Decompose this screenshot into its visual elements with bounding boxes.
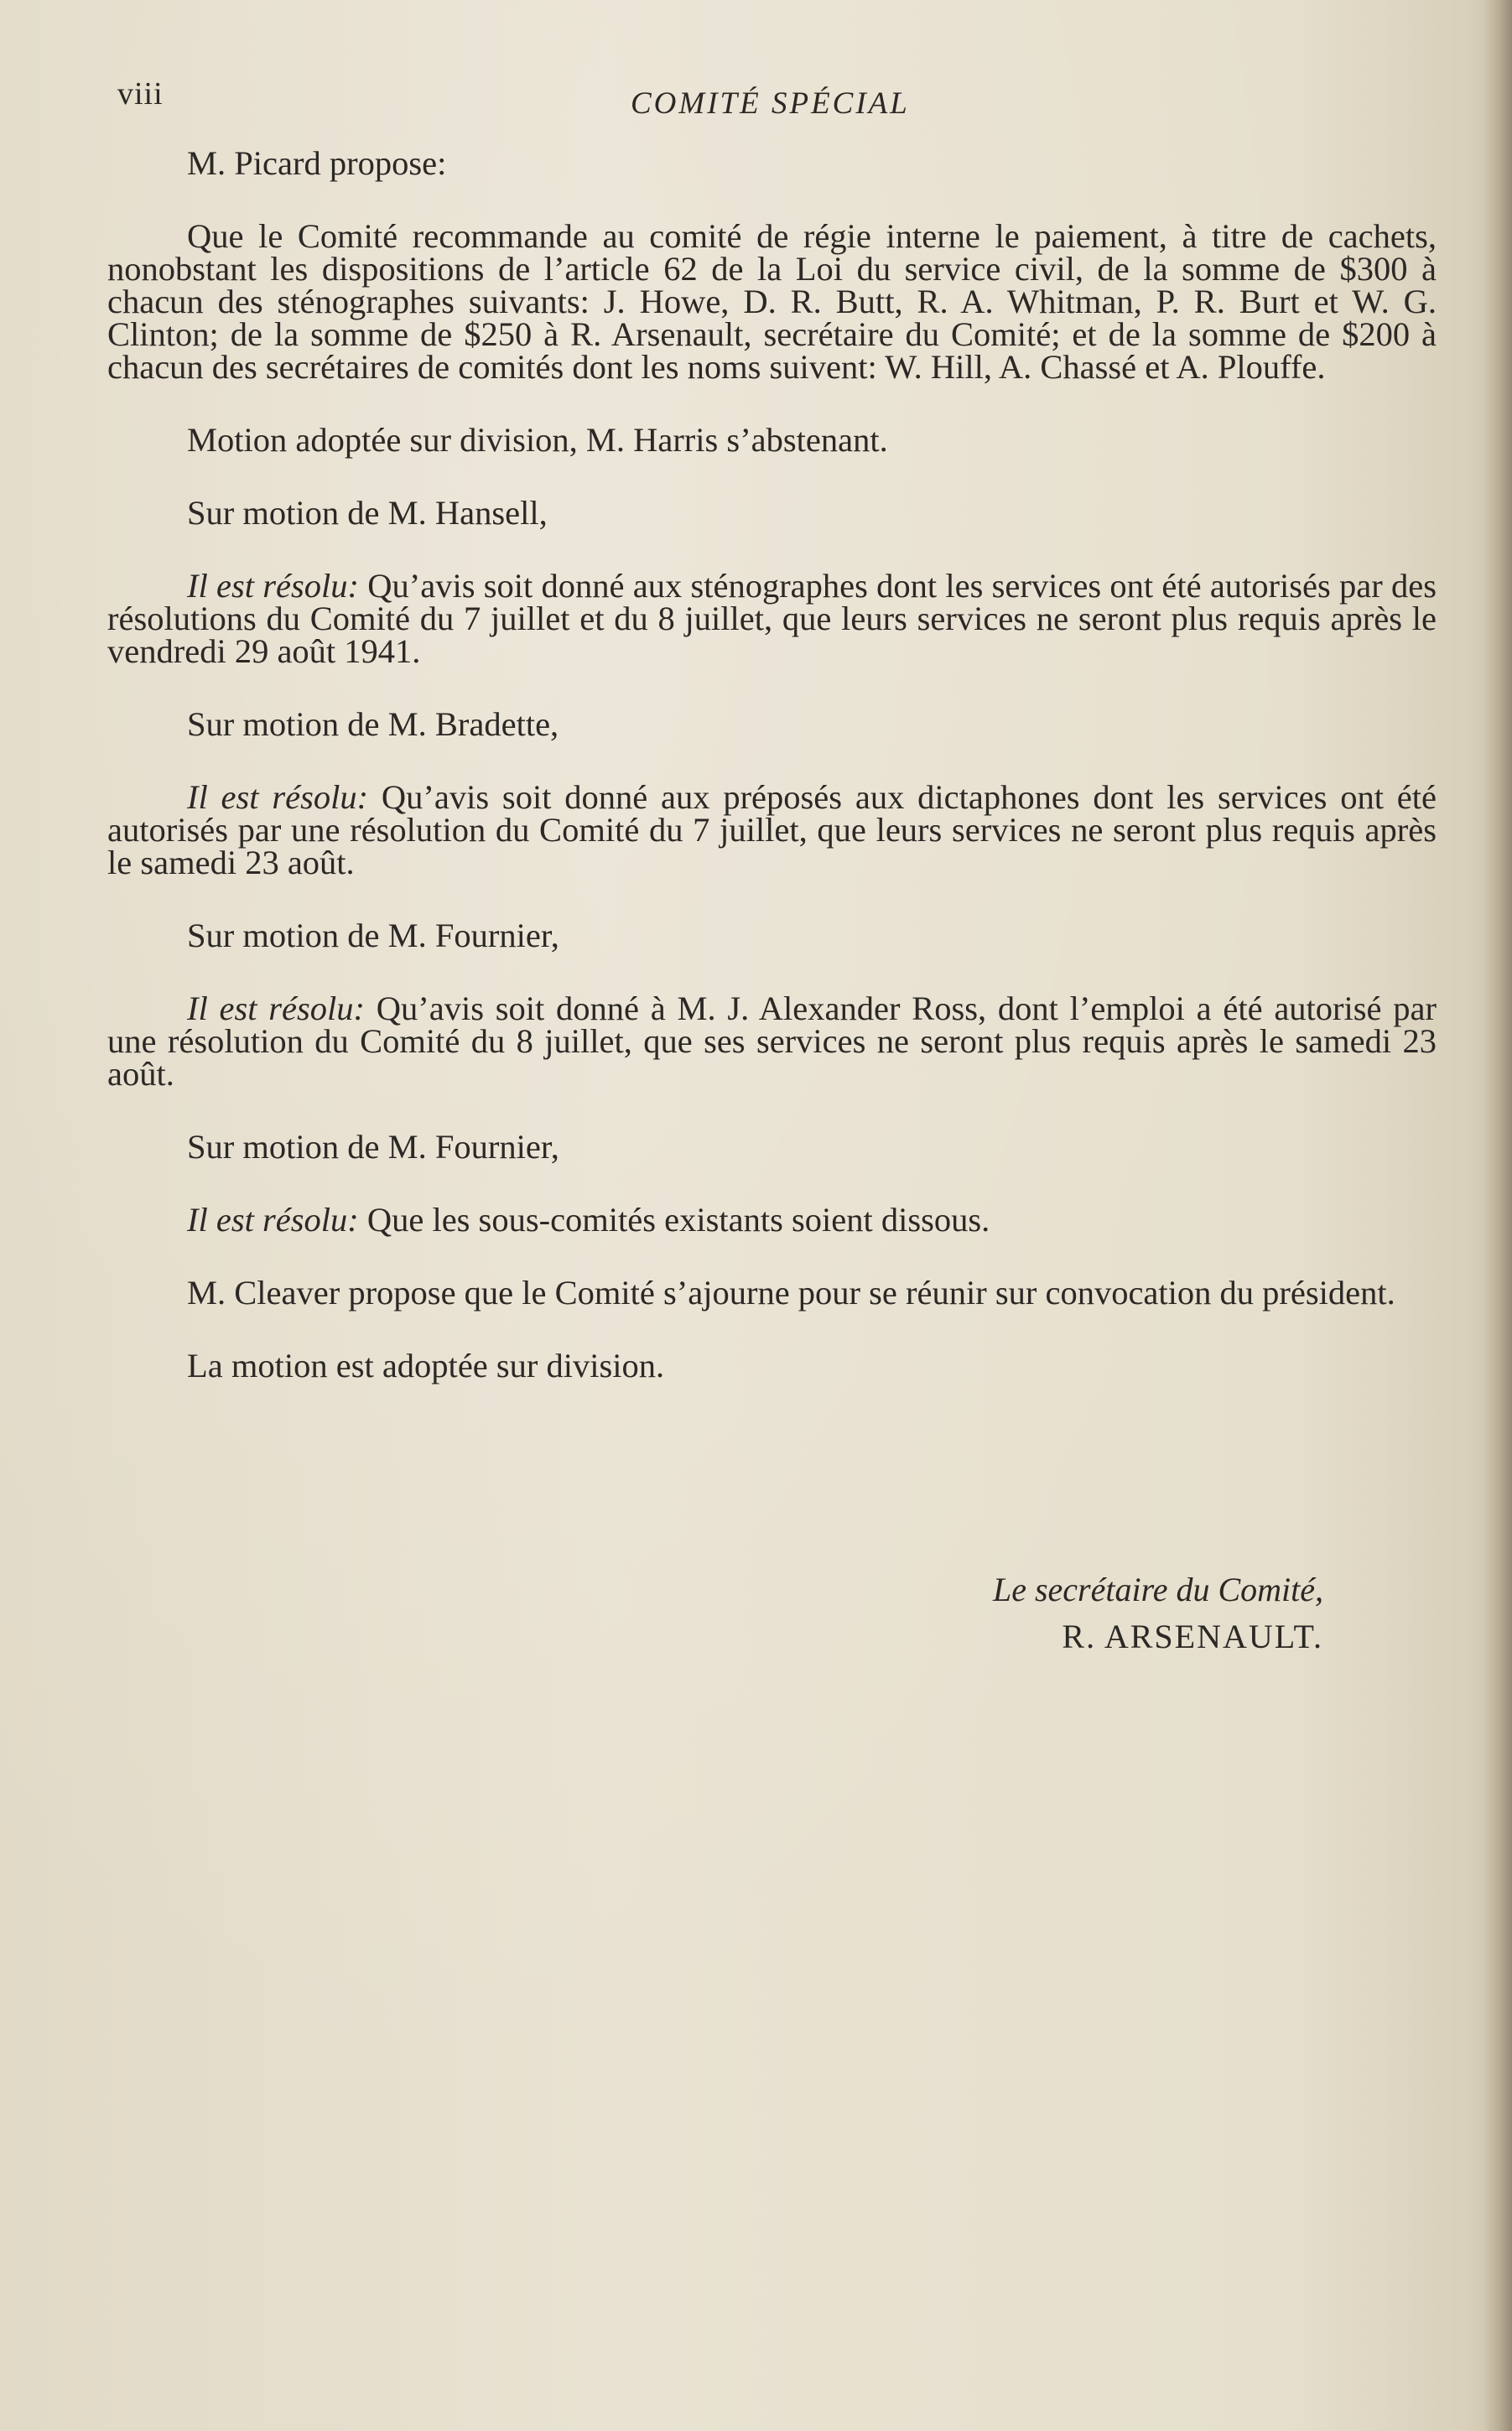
paragraph-resolution-stenographers: Il est résolu: Qu’avis soit donné aux sténographes dont les services ont été autorisés par des résolutions du Comité du 7 juillet et du 8 juillet, que leurs services ne seront plus requis après le vendredi 29 août 1941.: [107, 567, 1437, 670]
resolution-lead: Il est résolu:: [187, 1201, 359, 1239]
page-header: [0, 0, 1512, 143]
paragraph-motion-bradette: Sur motion de M. Bradette,: [187, 705, 559, 743]
paragraph-resolution-dictaphones: Il est résolu: Qu’avis soit donné aux préposés aux dictaphones dont les services ont été autorisés par une résolution du Comité du 7 juillet, que leurs services ne seront plus requis après le samedi 23 août.: [107, 778, 1437, 881]
signature-title: Le secrétaire du Comité,: [992, 1571, 1323, 1608]
paragraph-motion-fournier-2: Sur motion de M. Fournier,: [187, 1128, 559, 1166]
signature-block: [993, 1566, 1323, 1660]
paragraph-proposal-picard: M. Picard propose:: [187, 144, 447, 182]
signature-name: R. ARSENAULT.: [1062, 1618, 1323, 1655]
page-edge-shadow: [1483, 0, 1512, 2431]
paragraph-motion-fournier-1: Sur motion de M. Fournier,: [187, 917, 559, 954]
paragraph-motion-hansell: Sur motion de M. Hansell,: [187, 494, 548, 532]
paragraph-motion-adopted-division: La motion est adoptée sur division.: [187, 1347, 665, 1384]
page-number: viii: [117, 76, 164, 112]
paragraph-resolution-subcommittees: Il est résolu: Que les sous-comités existants soient dissous.: [187, 1201, 990, 1239]
resolution-lead: Il est résolu:: [187, 990, 365, 1027]
paragraph-adjournment-proposal: M. Cleaver propose que le Comité s’ajourne pour se réunir sur convocation du président.: [187, 1274, 1395, 1312]
paragraph-resolution-ross: Il est résolu: Qu’avis soit donné à M. J. Alexander Ross, dont l’emploi a été autorisé par une résolution du Comité du 8 juillet, que ses services ne seront plus requis après le samedi 23 août.: [107, 990, 1437, 1093]
resolution-lead: Il est résolu:: [187, 567, 359, 605]
paragraph-recommendation: Que le Comité recommande au comité de régie interne le paiement, à titre de cachets, nonobstant les dispositions de l’article 62 de la Loi du service civil, de la somme de $300 à chacun des sténographes suivants: J. Howe, D. R. Butt, R. A. Whitman, P. R. Burt et W. G. Clinton; de la somme de $250 à R. Arsenault, secrétaire du Comité; et de la somme de $200 à chacun des secrétaires de comités dont les noms suivent: W. Hill, A. Chassé et A. Plouffe.: [107, 217, 1437, 386]
paragraph-motion-adopted: Motion adoptée sur division, M. Harris s’abstenant.: [187, 421, 888, 459]
body-text: [107, 144, 1437, 1384]
resolution-lead: Il est résolu:: [187, 778, 369, 816]
running-title: COMITÉ SPÉCIAL: [631, 86, 910, 121]
